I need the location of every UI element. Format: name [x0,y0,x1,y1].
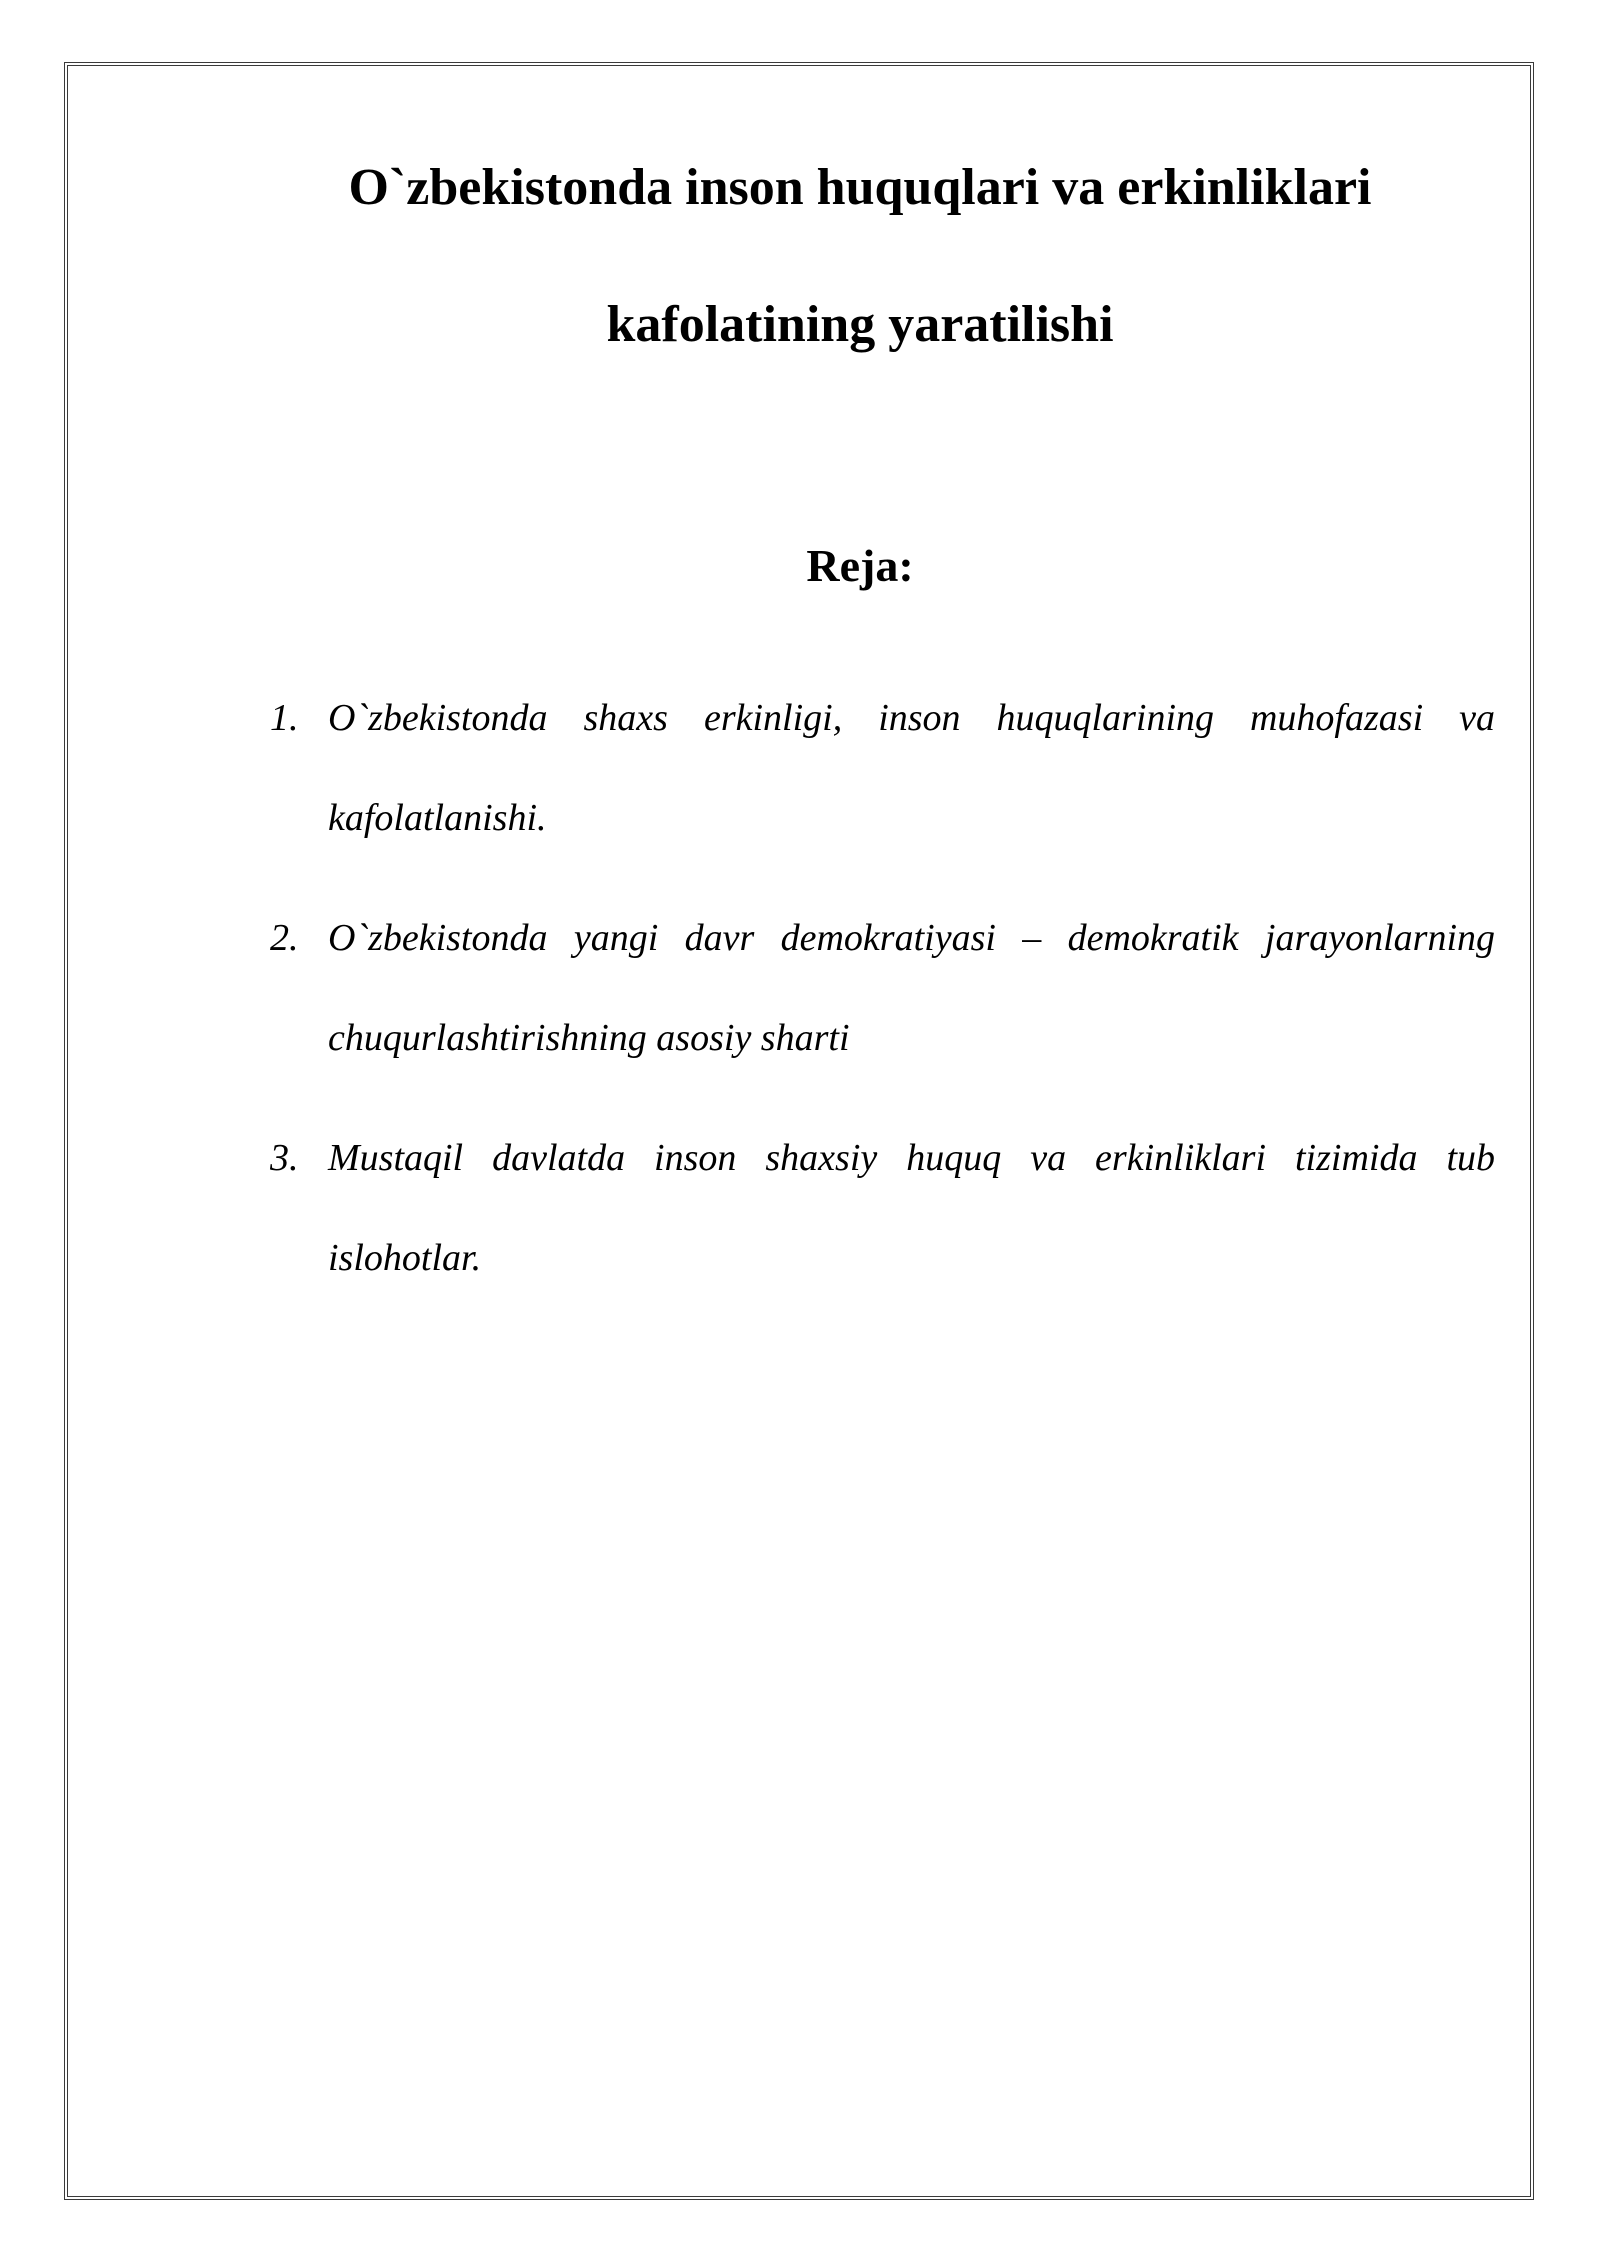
plan-item-2 [270,888,1495,1088]
plan-item-1 [270,668,1495,868]
plan-list [270,668,1495,1328]
plan-item-number: 2. [270,917,299,959]
document-title-line-1: O`zbekistonda inson huquqlari va erkinliklari [348,159,1372,216]
plan-heading: Reja: [806,540,914,591]
document-title-line-2: kafolatining yaratilishi [606,296,1114,353]
plan-item-number: 3. [270,1137,299,1179]
plan-item-number: 1. [270,697,299,739]
plan-item-text: O`zbekistonda yangi davr demokratiyasi – demokratik jarayonlarning chuqurlashtirishning asosiy sharti [328,917,1495,1059]
plan-item-text: O`zbekistonda shaxs erkinligi, inson huquqlarining muhofazasi va kafolatlanishi. [328,697,1495,839]
plan-item-3 [270,1108,1495,1308]
plan-item-text: Mustaqil davlatda inson shaxsiy huquq va erkinliklari tizimida tub islohotlar. [328,1137,1495,1279]
